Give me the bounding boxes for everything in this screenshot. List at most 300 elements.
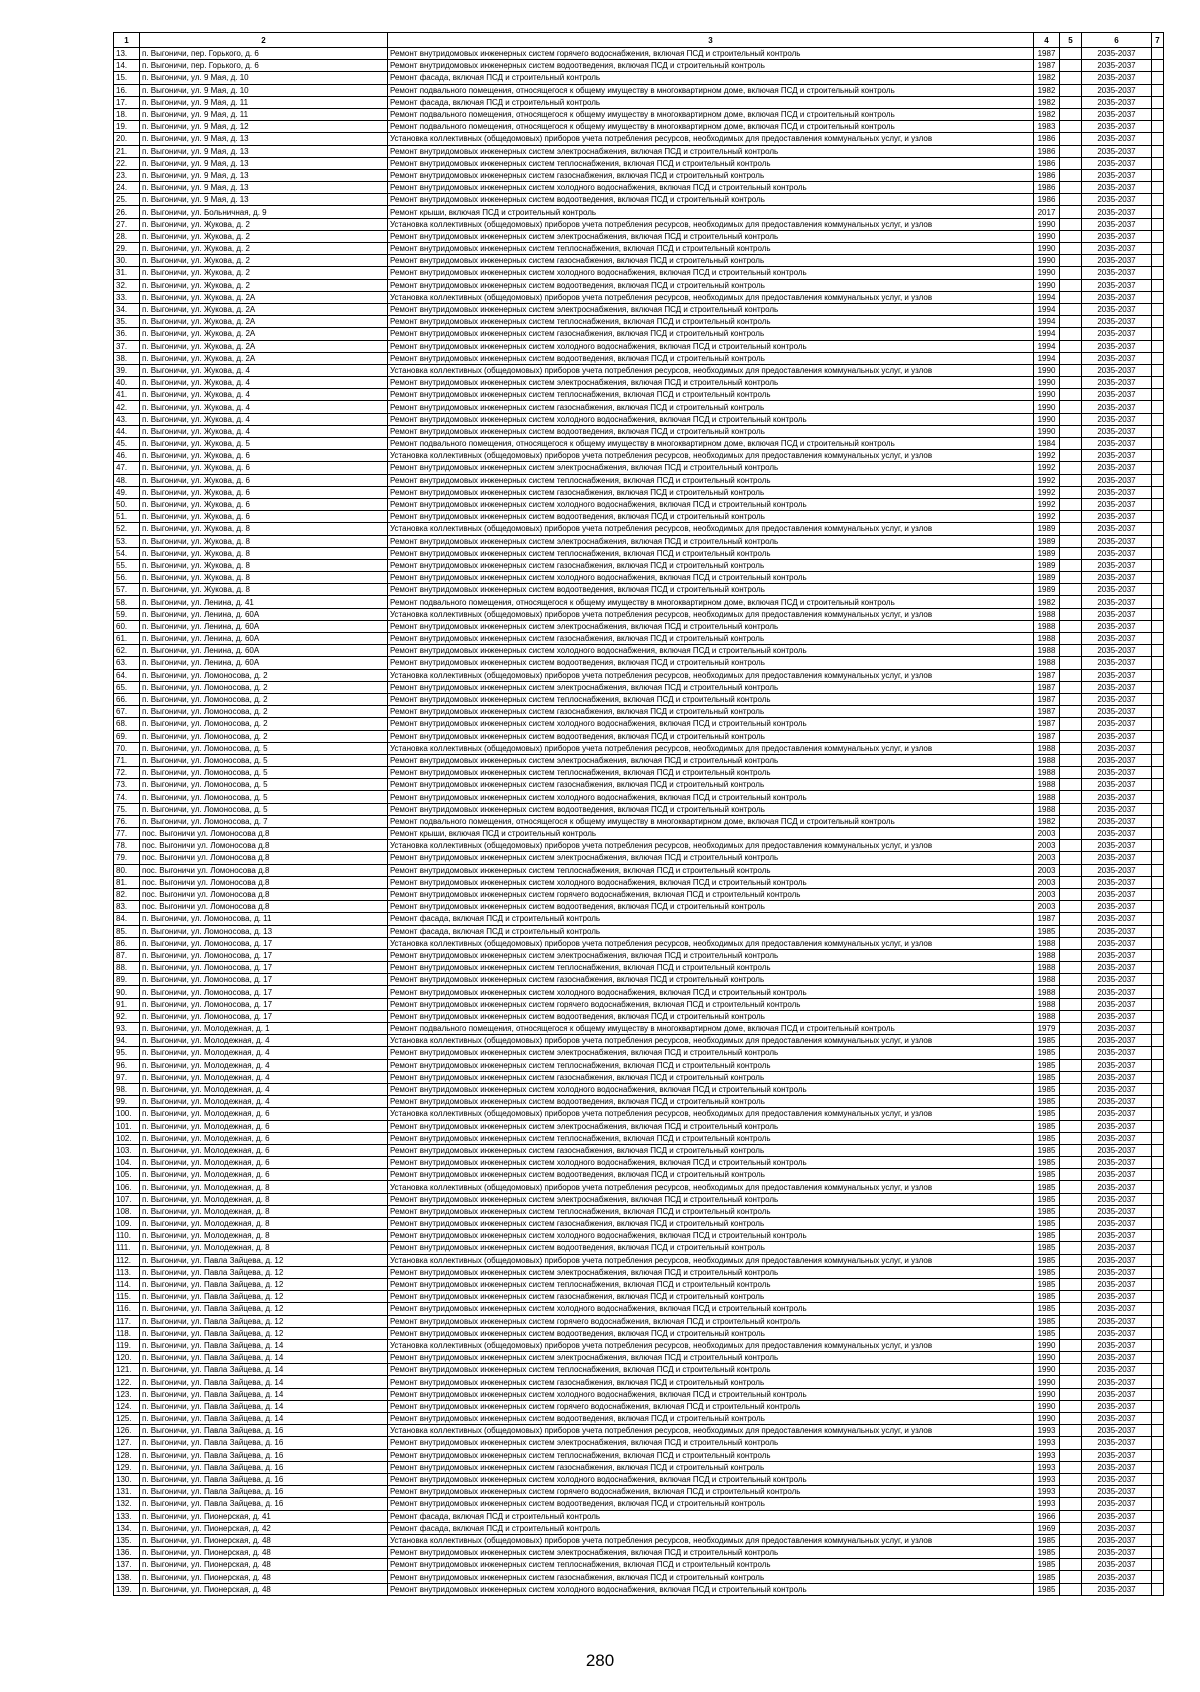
period-cell: 2035-2037: [1082, 1510, 1152, 1522]
table-row: [114, 754, 1164, 766]
work-type-cell: Ремонт внутридомовых инженерных систем холодного водоснабжения, включая ПСД и строительный контроль: [388, 791, 1034, 803]
empty-cell: [1152, 206, 1164, 218]
empty-cell: [1152, 901, 1164, 913]
address-cell: п. Выгоничи, ул. Ломоносова, д. 2: [140, 706, 388, 718]
row-number: 107.: [114, 1193, 140, 1205]
empty-cell: [1060, 974, 1082, 986]
row-number: 91.: [114, 998, 140, 1010]
work-type-cell: Ремонт внутридомовых инженерных систем водоотведения, включая ПСД и строительный контроль: [388, 1096, 1034, 1108]
period-cell: 2035-2037: [1082, 949, 1152, 961]
empty-cell: [1060, 462, 1082, 474]
table-row: [114, 206, 1164, 218]
table-row: [114, 1083, 1164, 1095]
table-row: [114, 1571, 1164, 1583]
address-cell: п. Выгоничи, ул. Молодежная, д. 8: [140, 1230, 388, 1242]
empty-cell: [1060, 340, 1082, 352]
row-number: 138.: [114, 1571, 140, 1583]
address-cell: п. Выгоничи, ул. Пионерская, д. 42: [140, 1522, 388, 1534]
table-row: [114, 535, 1164, 547]
empty-cell: [1060, 1035, 1082, 1047]
period-cell: 2035-2037: [1082, 1413, 1152, 1425]
row-number: 101.: [114, 1120, 140, 1132]
empty-cell: [1152, 913, 1164, 925]
row-number: 21.: [114, 145, 140, 157]
period-cell: 2035-2037: [1082, 206, 1152, 218]
table-row: [114, 718, 1164, 730]
work-type-cell: Ремонт внутридомовых инженерных систем газоснабжения, включая ПСД и строительный контроль: [388, 1291, 1034, 1303]
address-cell: пос. Выгоничи ул. Ломоносова д.8: [140, 876, 388, 888]
empty-cell: [1060, 1047, 1082, 1059]
period-cell: 2035-2037: [1082, 925, 1152, 937]
empty-cell: [1152, 888, 1164, 900]
year-cell: 1988: [1034, 974, 1060, 986]
work-type-cell: Установка коллективных (общедомовых) приборов учета потребления ресурсов, необходимых для предоставления коммунальных услуг, и узлов: [388, 1534, 1034, 1546]
address-cell: п. Выгоничи, ул. Молодежная, д. 6: [140, 1120, 388, 1132]
table-row: [114, 230, 1164, 242]
row-number: 13.: [114, 48, 140, 60]
period-cell: 2035-2037: [1082, 608, 1152, 620]
period-cell: 2035-2037: [1082, 1108, 1152, 1120]
empty-cell: [1152, 1388, 1164, 1400]
work-type-cell: Ремонт внутридомовых инженерных систем водоотведения, включая ПСД и строительный контроль: [388, 1327, 1034, 1339]
row-number: 87.: [114, 949, 140, 961]
empty-cell: [1152, 60, 1164, 72]
period-cell: 2035-2037: [1082, 1230, 1152, 1242]
year-cell: 1992: [1034, 450, 1060, 462]
row-number: 22.: [114, 157, 140, 169]
empty-cell: [1152, 48, 1164, 60]
period-cell: 2035-2037: [1082, 316, 1152, 328]
row-number: 64.: [114, 669, 140, 681]
year-cell: 1988: [1034, 608, 1060, 620]
row-number: 36.: [114, 328, 140, 340]
empty-cell: [1152, 243, 1164, 255]
empty-cell: [1152, 1449, 1164, 1461]
empty-cell: [1152, 1254, 1164, 1266]
table-row: [114, 876, 1164, 888]
table-row: [114, 328, 1164, 340]
work-type-cell: Установка коллективных (общедомовых) приборов учета потребления ресурсов, необходимых для предоставления коммунальных услуг, и узлов: [388, 608, 1034, 620]
work-type-cell: Ремонт внутридомовых инженерных систем водоотведения, включая ПСД и строительный контроль: [388, 1413, 1034, 1425]
period-cell: 2035-2037: [1082, 401, 1152, 413]
work-type-cell: Ремонт внутридомовых инженерных систем холодного водоснабжения, включая ПСД и строительный контроль: [388, 182, 1034, 194]
year-cell: 1987: [1034, 60, 1060, 72]
year-cell: 1990: [1034, 279, 1060, 291]
year-cell: 1985: [1034, 1218, 1060, 1230]
table-row: [114, 852, 1164, 864]
period-cell: 2035-2037: [1082, 645, 1152, 657]
year-cell: 1979: [1034, 1023, 1060, 1035]
table-row: [114, 1144, 1164, 1156]
work-type-cell: Ремонт внутридомовых инженерных систем электроснабжения, включая ПСД и строительный контроль: [388, 145, 1034, 157]
period-cell: 2035-2037: [1082, 72, 1152, 84]
empty-cell: [1152, 1486, 1164, 1498]
address-cell: пос. Выгоничи ул. Ломоносова д.8: [140, 901, 388, 913]
table-row: [114, 169, 1164, 181]
year-cell: 1987: [1034, 48, 1060, 60]
address-cell: п. Выгоничи, ул. Молодежная, д. 8: [140, 1242, 388, 1254]
year-cell: 1988: [1034, 742, 1060, 754]
table-row: [114, 1559, 1164, 1571]
year-cell: 1990: [1034, 1376, 1060, 1388]
work-type-cell: Установка коллективных (общедомовых) приборов учета потребления ресурсов, необходимых для предоставления коммунальных услуг, и узлов: [388, 1254, 1034, 1266]
work-type-cell: Ремонт фасада, включая ПСД и строительный контроль: [388, 1522, 1034, 1534]
year-cell: 1986: [1034, 182, 1060, 194]
period-cell: 2035-2037: [1082, 1035, 1152, 1047]
row-number: 137.: [114, 1559, 140, 1571]
empty-cell: [1060, 1010, 1082, 1022]
work-type-cell: Ремонт внутридомовых инженерных систем холодного водоснабжения, включая ПСД и строительный контроль: [388, 1388, 1034, 1400]
address-cell: п. Выгоничи, ул. 9 Мая, д. 10: [140, 72, 388, 84]
empty-cell: [1060, 1425, 1082, 1437]
row-number: 61.: [114, 633, 140, 645]
address-cell: п. Выгоничи, ул. Ленина, д. 60А: [140, 657, 388, 669]
period-cell: 2035-2037: [1082, 243, 1152, 255]
table-row: [114, 584, 1164, 596]
empty-cell: [1152, 413, 1164, 425]
year-cell: 1989: [1034, 535, 1060, 547]
empty-cell: [1060, 1339, 1082, 1351]
year-cell: 1990: [1034, 255, 1060, 267]
empty-cell: [1060, 925, 1082, 937]
empty-cell: [1060, 1059, 1082, 1071]
table-row: [114, 84, 1164, 96]
row-number: 66.: [114, 693, 140, 705]
row-number: 28.: [114, 230, 140, 242]
address-cell: п. Выгоничи, ул. 9 Мая, д. 13: [140, 145, 388, 157]
work-type-cell: Ремонт внутридомовых инженерных систем холодного водоснабжения, включая ПСД и строительный контроль: [388, 498, 1034, 510]
empty-cell: [1152, 693, 1164, 705]
address-cell: п. Выгоничи, ул. Молодежная, д. 1: [140, 1023, 388, 1035]
year-cell: 1985: [1034, 925, 1060, 937]
address-cell: п. Выгоничи, ул. Жукова, д. 6: [140, 462, 388, 474]
empty-cell: [1152, 1303, 1164, 1315]
period-cell: 2035-2037: [1082, 230, 1152, 242]
empty-cell: [1060, 1413, 1082, 1425]
address-cell: п. Выгоничи, ул. Павла Зайцева, д. 16: [140, 1486, 388, 1498]
period-cell: 2035-2037: [1082, 815, 1152, 827]
work-type-cell: Ремонт внутридомовых инженерных систем газоснабжения, включая ПСД и строительный контроль: [388, 255, 1034, 267]
address-cell: п. Выгоничи, ул. Ломоносова, д. 5: [140, 754, 388, 766]
work-type-cell: Ремонт внутридомовых инженерных систем теплоснабжения, включая ПСД и строительный контроль: [388, 316, 1034, 328]
period-cell: 2035-2037: [1082, 523, 1152, 535]
table-row: [114, 1096, 1164, 1108]
table-row: [114, 352, 1164, 364]
table-row: [114, 1449, 1164, 1461]
empty-cell: [1152, 791, 1164, 803]
row-number: 65.: [114, 681, 140, 693]
empty-cell: [1060, 1559, 1082, 1571]
empty-cell: [1152, 718, 1164, 730]
work-type-cell: Ремонт внутридомовых инженерных систем электроснабжения, включая ПСД и строительный контроль: [388, 754, 1034, 766]
empty-cell: [1152, 1437, 1164, 1449]
period-cell: 2035-2037: [1082, 462, 1152, 474]
period-cell: 2035-2037: [1082, 1120, 1152, 1132]
period-cell: 2035-2037: [1082, 791, 1152, 803]
address-cell: п. Выгоничи, ул. Ленина, д. 60А: [140, 633, 388, 645]
row-number: 70.: [114, 742, 140, 754]
table-row: [114, 267, 1164, 279]
address-cell: пос. Выгоничи ул. Ломоносова д.8: [140, 888, 388, 900]
year-cell: 1985: [1034, 1266, 1060, 1278]
address-cell: п. Выгоничи, ул. Павла Зайцева, д. 16: [140, 1449, 388, 1461]
period-cell: 2035-2037: [1082, 145, 1152, 157]
period-cell: 2035-2037: [1082, 1486, 1152, 1498]
period-cell: 2035-2037: [1082, 657, 1152, 669]
row-number: 127.: [114, 1437, 140, 1449]
address-cell: п. Выгоничи, ул. Пионерская, д. 41: [140, 1510, 388, 1522]
empty-cell: [1152, 169, 1164, 181]
work-type-cell: Ремонт подвального помещения, относящегося к общему имуществу в многоквартирном доме, включая ПСД и строительный контроль: [388, 1023, 1034, 1035]
year-cell: 1985: [1034, 1132, 1060, 1144]
address-cell: п. Выгоничи, ул. Жукова, д. 6: [140, 511, 388, 523]
year-cell: 1993: [1034, 1449, 1060, 1461]
work-type-cell: Ремонт внутридомовых инженерных систем водоотведения, включая ПСД и строительный контроль: [388, 657, 1034, 669]
work-type-cell: Ремонт внутридомовых инженерных систем теплоснабжения, включая ПСД и строительный контроль: [388, 1205, 1034, 1217]
row-number: 95.: [114, 1047, 140, 1059]
work-type-cell: Ремонт внутридомовых инженерных систем холодного водоснабжения, включая ПСД и строительный контроль: [388, 340, 1034, 352]
empty-cell: [1060, 815, 1082, 827]
address-cell: п. Выгоничи, ул. Ломоносова, д. 17: [140, 949, 388, 961]
row-number: 105.: [114, 1169, 140, 1181]
table-row: [114, 401, 1164, 413]
work-type-cell: Ремонт внутридомовых инженерных систем газоснабжения, включая ПСД и строительный контроль: [388, 401, 1034, 413]
empty-cell: [1152, 1400, 1164, 1412]
empty-cell: [1060, 864, 1082, 876]
table-row: [114, 925, 1164, 937]
period-cell: 2035-2037: [1082, 267, 1152, 279]
address-cell: п. Выгоничи, ул. Жукова, д. 2: [140, 218, 388, 230]
empty-cell: [1152, 1010, 1164, 1022]
empty-cell: [1152, 1059, 1164, 1071]
empty-cell: [1152, 255, 1164, 267]
empty-cell: [1152, 133, 1164, 145]
year-cell: 1988: [1034, 779, 1060, 791]
row-number: 116.: [114, 1303, 140, 1315]
empty-cell: [1060, 888, 1082, 900]
year-cell: 1987: [1034, 730, 1060, 742]
header-row: [114, 33, 1164, 48]
work-type-cell: Ремонт внутридомовых инженерных систем газоснабжения, включая ПСД и строительный контроль: [388, 1571, 1034, 1583]
empty-cell: [1060, 791, 1082, 803]
year-cell: 1987: [1034, 913, 1060, 925]
row-number: 96.: [114, 1059, 140, 1071]
row-number: 75.: [114, 803, 140, 815]
year-cell: 1990: [1034, 1400, 1060, 1412]
row-number: 29.: [114, 243, 140, 255]
period-cell: 2035-2037: [1082, 291, 1152, 303]
empty-cell: [1060, 511, 1082, 523]
empty-cell: [1152, 1413, 1164, 1425]
work-type-cell: Установка коллективных (общедомовых) приборов учета потребления ресурсов, необходимых для предоставления коммунальных услуг, и узлов: [388, 364, 1034, 376]
row-number: 97.: [114, 1071, 140, 1083]
year-cell: 1988: [1034, 620, 1060, 632]
empty-cell: [1060, 1254, 1082, 1266]
empty-cell: [1152, 572, 1164, 584]
work-type-cell: Ремонт внутридомовых инженерных систем электроснабжения, включая ПСД и строительный контроль: [388, 1437, 1034, 1449]
row-number: 54.: [114, 547, 140, 559]
work-type-cell: Ремонт внутридомовых инженерных систем электроснабжения, включая ПСД и строительный контроль: [388, 1120, 1034, 1132]
address-cell: п. Выгоничи, ул. Молодежная, д. 6: [140, 1157, 388, 1169]
row-number: 23.: [114, 169, 140, 181]
row-number: 129.: [114, 1461, 140, 1473]
work-type-cell: Установка коллективных (общедомовых) приборов учета потребления ресурсов, необходимых для предоставления коммунальных услуг, и узлов: [388, 523, 1034, 535]
address-cell: п. Выгоничи, ул. Пионерская, д. 48: [140, 1534, 388, 1546]
year-cell: 1985: [1034, 1230, 1060, 1242]
empty-cell: [1060, 303, 1082, 315]
table-row: [114, 1242, 1164, 1254]
row-number: 68.: [114, 718, 140, 730]
period-cell: 2035-2037: [1082, 255, 1152, 267]
empty-cell: [1060, 377, 1082, 389]
address-cell: п. Выгоничи, ул. Павла Зайцева, д. 12: [140, 1278, 388, 1290]
empty-cell: [1152, 1120, 1164, 1132]
table-row: [114, 1339, 1164, 1351]
year-cell: 1966: [1034, 1510, 1060, 1522]
period-cell: 2035-2037: [1082, 1083, 1152, 1095]
period-cell: 2035-2037: [1082, 1218, 1152, 1230]
empty-cell: [1152, 962, 1164, 974]
address-cell: п. Выгоничи, ул. Молодежная, д. 4: [140, 1035, 388, 1047]
empty-cell: [1060, 1291, 1082, 1303]
address-cell: п. Выгоничи, ул. Ломоносова, д. 2: [140, 693, 388, 705]
table-row: [114, 1071, 1164, 1083]
empty-cell: [1060, 608, 1082, 620]
period-cell: 2035-2037: [1082, 572, 1152, 584]
address-cell: п. Выгоничи, ул. Павла Зайцева, д. 14: [140, 1388, 388, 1400]
work-type-cell: Ремонт внутридомовых инженерных систем водоотведения, включая ПСД и строительный контроль: [388, 194, 1034, 206]
year-cell: 1988: [1034, 645, 1060, 657]
period-cell: 2035-2037: [1082, 1157, 1152, 1169]
empty-cell: [1152, 1547, 1164, 1559]
row-number: 15.: [114, 72, 140, 84]
period-cell: 2035-2037: [1082, 279, 1152, 291]
table-row: [114, 986, 1164, 998]
empty-cell: [1152, 706, 1164, 718]
table-row: [114, 1035, 1164, 1047]
address-cell: п. Выгоничи, ул. Жукова, д. 4: [140, 413, 388, 425]
table-row: [114, 767, 1164, 779]
table-row: [114, 620, 1164, 632]
row-number: 32.: [114, 279, 140, 291]
address-cell: п. Выгоничи, ул. Молодежная, д. 8: [140, 1218, 388, 1230]
row-number: 35.: [114, 316, 140, 328]
year-cell: 1993: [1034, 1473, 1060, 1485]
empty-cell: [1152, 1108, 1164, 1120]
work-type-cell: Установка коллективных (общедомовых) приборов учета потребления ресурсов, необходимых для предоставления коммунальных услуг, и узлов: [388, 742, 1034, 754]
year-cell: 1969: [1034, 1522, 1060, 1534]
table-row: [114, 182, 1164, 194]
table-row: [114, 450, 1164, 462]
year-cell: 1985: [1034, 1059, 1060, 1071]
empty-cell: [1152, 1071, 1164, 1083]
empty-cell: [1152, 535, 1164, 547]
empty-cell: [1060, 986, 1082, 998]
year-cell: 1985: [1034, 1571, 1060, 1583]
page-number: 280: [585, 1651, 615, 1670]
empty-cell: [1152, 316, 1164, 328]
empty-cell: [1060, 60, 1082, 72]
empty-cell: [1152, 596, 1164, 608]
table-row: [114, 949, 1164, 961]
address-cell: п. Выгоничи, ул. Ломоносова, д. 5: [140, 742, 388, 754]
empty-cell: [1152, 730, 1164, 742]
year-cell: 1988: [1034, 754, 1060, 766]
period-cell: 2035-2037: [1082, 1132, 1152, 1144]
year-cell: 1993: [1034, 1498, 1060, 1510]
row-number: 27.: [114, 218, 140, 230]
address-cell: п. Выгоничи, ул. Молодежная, д. 4: [140, 1083, 388, 1095]
empty-cell: [1060, 1218, 1082, 1230]
address-cell: п. Выгоничи, ул. Молодежная, д. 8: [140, 1181, 388, 1193]
empty-cell: [1152, 1218, 1164, 1230]
table-row: [114, 608, 1164, 620]
year-cell: 1986: [1034, 145, 1060, 157]
empty-cell: [1060, 1242, 1082, 1254]
empty-cell: [1060, 1522, 1082, 1534]
row-number: 34.: [114, 303, 140, 315]
period-cell: 2035-2037: [1082, 1096, 1152, 1108]
empty-cell: [1060, 559, 1082, 571]
empty-cell: [1152, 754, 1164, 766]
table-row: [114, 486, 1164, 498]
period-cell: 2035-2037: [1082, 1583, 1152, 1595]
period-cell: 2035-2037: [1082, 1291, 1152, 1303]
year-cell: 1990: [1034, 218, 1060, 230]
year-cell: 1990: [1034, 401, 1060, 413]
row-number: 117.: [114, 1315, 140, 1327]
year-cell: 1990: [1034, 230, 1060, 242]
empty-cell: [1060, 1534, 1082, 1546]
empty-cell: [1152, 657, 1164, 669]
empty-cell: [1060, 243, 1082, 255]
year-cell: 1985: [1034, 1120, 1060, 1132]
empty-cell: [1060, 425, 1082, 437]
address-cell: п. Выгоничи, пер. Горького, д. 6: [140, 48, 388, 60]
row-number: 74.: [114, 791, 140, 803]
row-number: 31.: [114, 267, 140, 279]
work-type-cell: Установка коллективных (общедомовых) приборов учета потребления ресурсов, необходимых для предоставления коммунальных услуг, и узлов: [388, 669, 1034, 681]
year-cell: 1990: [1034, 1352, 1060, 1364]
empty-cell: [1152, 108, 1164, 120]
work-type-cell: Ремонт внутридомовых инженерных систем газоснабжения, включая ПСД и строительный контроль: [388, 974, 1034, 986]
row-number: 98.: [114, 1083, 140, 1095]
empty-cell: [1060, 584, 1082, 596]
work-type-cell: Ремонт подвального помещения, относящегося к общему имуществу в многоквартирном доме, включая ПСД и строительный контроль: [388, 84, 1034, 96]
year-cell: 1985: [1034, 1278, 1060, 1290]
period-cell: 2035-2037: [1082, 121, 1152, 133]
empty-cell: [1152, 925, 1164, 937]
address-cell: п. Выгоничи, ул. 9 Мая, д. 13: [140, 194, 388, 206]
address-cell: п. Выгоничи, ул. Больничная, д. 9: [140, 206, 388, 218]
empty-cell: [1152, 438, 1164, 450]
period-cell: 2035-2037: [1082, 596, 1152, 608]
year-cell: 1985: [1034, 1534, 1060, 1546]
work-type-cell: Ремонт внутридомовых инженерных систем газоснабжения, включая ПСД и строительный контроль: [388, 1144, 1034, 1156]
empty-cell: [1152, 840, 1164, 852]
empty-cell: [1060, 1547, 1082, 1559]
row-number: 136.: [114, 1547, 140, 1559]
empty-cell: [1060, 364, 1082, 376]
work-type-cell: Ремонт внутридомовых инженерных систем водоотведения, включая ПСД и строительный контроль: [388, 511, 1034, 523]
row-number: 84.: [114, 913, 140, 925]
address-cell: п. Выгоничи, ул. Ломоносова, д. 2: [140, 681, 388, 693]
address-cell: п. Выгоничи, ул. 9 Мая, д. 13: [140, 133, 388, 145]
row-number: 76.: [114, 815, 140, 827]
work-type-cell: Ремонт внутридомовых инженерных систем электроснабжения, включая ПСД и строительный контроль: [388, 681, 1034, 693]
work-type-cell: Ремонт внутридомовых инженерных систем электроснабжения, включая ПСД и строительный контроль: [388, 303, 1034, 315]
row-number: 126.: [114, 1425, 140, 1437]
